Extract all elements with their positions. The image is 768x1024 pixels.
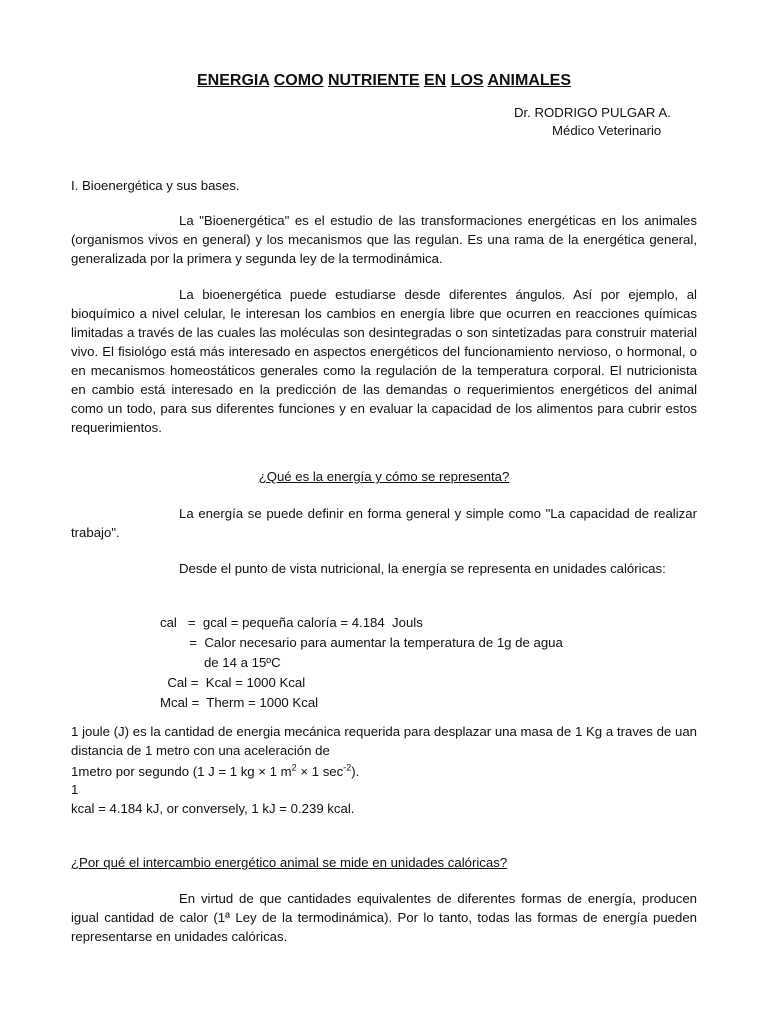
units-line: Mcal = Therm = 1000 Kcal [160, 695, 319, 710]
title-word: ENERGIA [196, 72, 270, 89]
superscript: 2 [291, 762, 297, 773]
document-title [0, 70, 768, 92]
section-heading: I. Bioenergética y sus bases. [71, 178, 240, 193]
units-line: de 14 a 15ºC [160, 655, 281, 670]
paragraph-unidades-caloricas: Desde el punto de vista nutricional, la energía se representa en unidades calóricas: [179, 561, 666, 576]
joule-formula-text: × 1 sec [296, 764, 344, 779]
joule-formula [71, 762, 359, 781]
joule-formula-text: ). [351, 764, 360, 779]
author-name: Dr. RODRIGO PULGAR A. [514, 105, 671, 120]
question-intercambio: ¿Por qué el intercambio energético animal se mide en unidades calóricas? [71, 855, 508, 870]
paragraph-joule-definicion: 1 joule (J) es la cantidad de energia mecánica requerida para desplazar una masa de 1 Kg a traves de uan distancia de 1 metro con una aceleración de [71, 724, 697, 758]
paragraph-calor: En virtud de que cantidades equivalentes de diferentes formas de energía, producen igual cantidad de calor (1ª Ley de la termodinámica). Por lo tanto, todas las formas de energía pueden representarse en unidades calóricas. [71, 891, 697, 944]
author-block [514, 104, 754, 140]
units-line: cal = gcal = pequeña caloría = 4.184 Jouls [160, 615, 423, 630]
title-word: LOS [450, 72, 484, 89]
title-word: COMO [273, 72, 324, 89]
kcal-conversion: kcal = 4.184 kJ, or conversely, 1 kJ = 0.239 kcal. [71, 801, 355, 816]
title-word: NUTRIENTE [327, 72, 420, 89]
line-one: 1 [71, 782, 79, 797]
units-line: = Calor necesario para aumentar la temperatura de 1g de agua [160, 635, 563, 650]
title-word: EN [424, 72, 447, 89]
author-role: Médico Veterinario [552, 123, 662, 138]
paragraph-energia-definicion: La energía se puede definir en forma general y simple como "La capacidad de realizar trabajo". [71, 506, 697, 540]
title-word: ANIMALES [487, 72, 571, 89]
superscript: -2 [343, 762, 352, 773]
question-energia: ¿Qué es la energía y cómo se representa? [258, 469, 510, 484]
paragraph-bioenergetica-angulos: La bioenergética puede estudiarse desde diferentes ángulos. Así por ejemplo, al bioquímico a nivel celular, le interesan los cambios en energía libre que ocurren en reacciones químicas limitadas a través de las cuales las moléculas son desintegradas o son sintetizadas para construir material vivo. El fisiológo está más interesado en aspectos energéticos del funcionamiento nervioso, o hormonal, o en mecanismos homeostáticos generales como la regulación de la temperatura corporal. El nutricionista en cambio está interesado en la predicción de las demandas o requerimientos energéticos del animal como un todo, para sus diferentes funciones y en evaluar la capacidad de los alimentos para cubrir estos requerimientos. [71, 287, 697, 435]
units-line: Cal = Kcal = 1000 Kcal [160, 675, 306, 690]
joule-formula-text: 1metro por segundo (1 J = 1 kg × 1 m [71, 764, 292, 779]
units-list [160, 613, 563, 713]
paragraph-bioenergetica-definicion: La "Bioenergética" es el estudio de las transformaciones energéticas en los animales (organismos vivos en general) y los mecanismos que las regulan. Es una rama de la energética general, generalizada por la primera y segunda ley de la termodinámica. [71, 213, 697, 266]
